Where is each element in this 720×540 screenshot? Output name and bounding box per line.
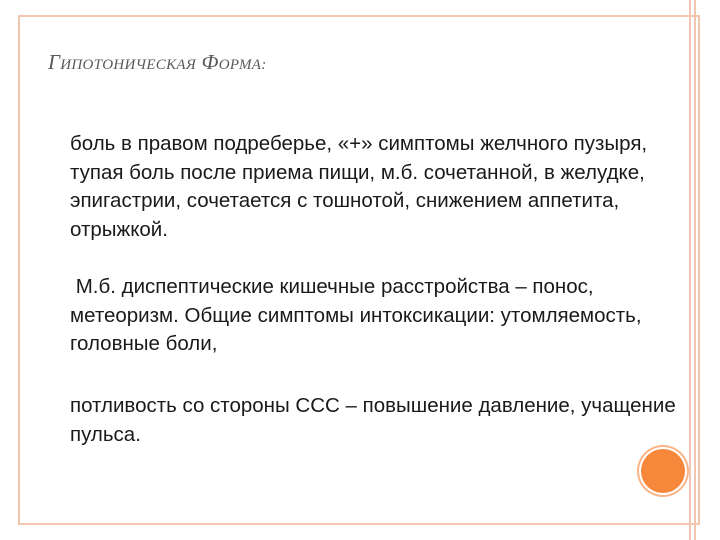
paragraph-sweating: потливость со стороны ССС – повышение давление, учащение пульса. (70, 394, 676, 446)
slide-title (48, 50, 267, 75)
paragraph-pain: боль в правом подреберье, «+» симптомы желчного пузыря, тупая боль после приема пищи, м.б. сочетанной, в желудке, эпигастрии, сочетается с тошнотой, снижением аппетита, отрыжкой. (70, 132, 648, 241)
title-initial: Г (48, 50, 61, 74)
accent-circle-decoration (641, 449, 685, 493)
title-rest: ИПОТОНИЧЕСКАЯ (60, 57, 196, 73)
title-colon: : (261, 57, 267, 73)
right-rule-line-2 (694, 0, 696, 540)
title-word2-rest: ОРМА (218, 57, 262, 73)
title-word2-initial: Ф (201, 50, 219, 74)
paragraph-dyspepsia: М.б. диспептические кишечные расстройства – понос, метеоризм. Общие симптомы интоксикации: утомляемость, головные боли, (70, 275, 648, 355)
right-rule-line (689, 0, 691, 540)
